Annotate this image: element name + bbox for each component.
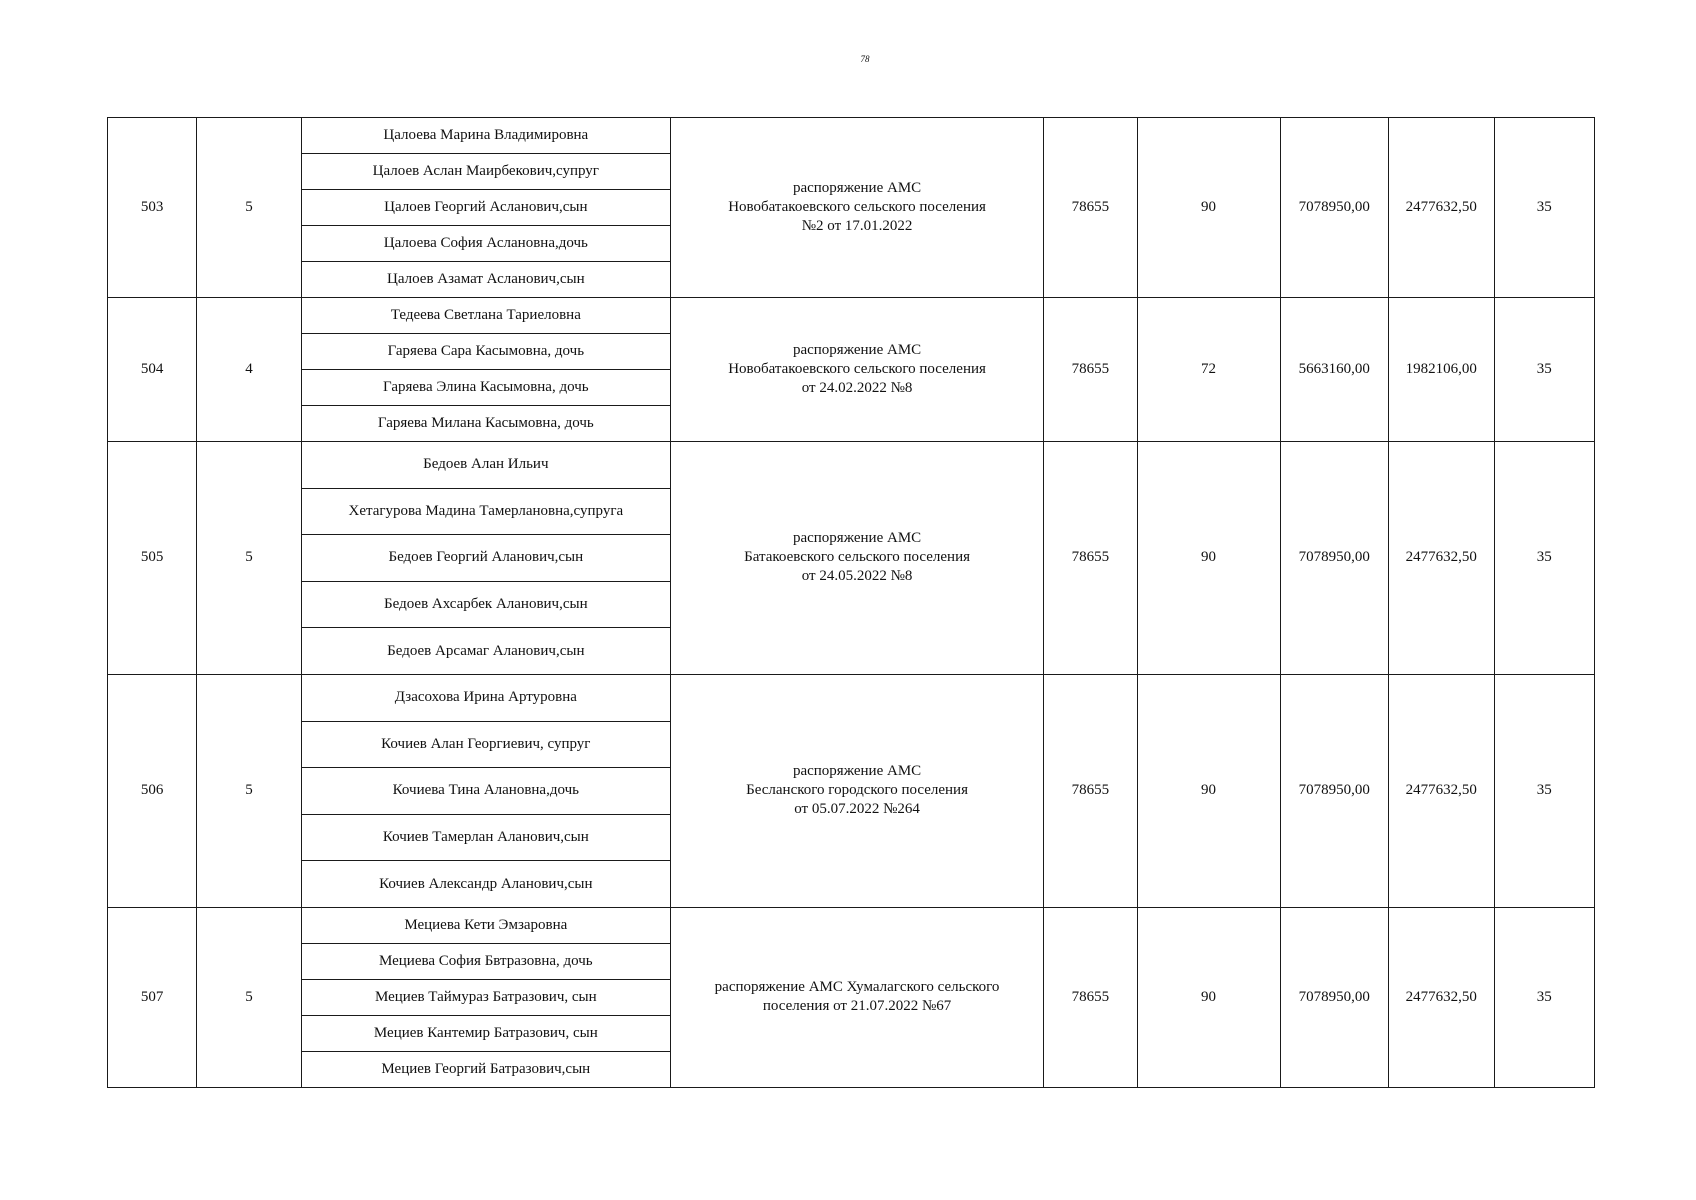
payment-amount: 2477632,50	[1389, 118, 1494, 298]
percent: 35	[1494, 674, 1594, 907]
percent: 35	[1494, 907, 1594, 1087]
area: 90	[1137, 442, 1280, 675]
basis-document: распоряжение АМС Новобатакоевского сельского поселения №2 от 17.01.2022	[670, 118, 1043, 298]
member-name: Цалоев Георгий Асланович,сын	[301, 190, 670, 226]
table-row	[108, 674, 1595, 721]
member-name: Цалоева София Аслановна,дочь	[301, 226, 670, 262]
record-number: 507	[108, 907, 197, 1087]
member-name: Хетагурова Мадина Тамерлановна,супруга	[301, 488, 670, 535]
area: 90	[1137, 674, 1280, 907]
payment-amount: 2477632,50	[1389, 442, 1494, 675]
member-name: Кочиев Тамерлан Аланович,сын	[301, 814, 670, 861]
family-size: 5	[197, 674, 301, 907]
member-name: Кочиев Алан Георгиевич, супруг	[301, 721, 670, 768]
member-name: Дзасохова Ирина Артуровна	[301, 674, 670, 721]
family-size: 5	[197, 907, 301, 1087]
total-amount: 7078950,00	[1280, 442, 1389, 675]
member-name: Мециев Таймураз Батразович, сын	[301, 979, 670, 1015]
housing-register-table	[107, 117, 1595, 1088]
member-name: Бедоев Алан Ильич	[301, 442, 670, 489]
member-name: Бедоев Ахсарбек Аланович,сын	[301, 581, 670, 628]
payment-amount: 2477632,50	[1389, 907, 1494, 1087]
member-name: Кочиева Тина Алановна,дочь	[301, 768, 670, 815]
table-row	[108, 907, 1595, 943]
member-name: Мециев Кантемир Батразович, сын	[301, 1015, 670, 1051]
norm-cost: 78655	[1044, 298, 1137, 442]
area: 90	[1137, 907, 1280, 1087]
member-name: Тедеева Светлана Тариеловна	[301, 298, 670, 334]
norm-cost: 78655	[1044, 907, 1137, 1087]
record-number: 506	[108, 674, 197, 907]
member-name: Бедоев Георгий Аланович,сын	[301, 535, 670, 582]
percent: 35	[1494, 118, 1594, 298]
area: 72	[1137, 298, 1280, 442]
table-row	[108, 298, 1595, 334]
basis-document: распоряжение АМС Батакоевского сельского поселения от 24.05.2022 №8	[670, 442, 1043, 675]
area: 90	[1137, 118, 1280, 298]
basis-document: распоряжение АМС Новобатакоевского сельского поселения от 24.02.2022 №8	[670, 298, 1043, 442]
table-row	[108, 118, 1595, 154]
record-number: 505	[108, 442, 197, 675]
table-row	[108, 442, 1595, 489]
total-amount: 5663160,00	[1280, 298, 1389, 442]
member-name: Цалоев Азамат Асланович,сын	[301, 262, 670, 298]
member-name: Мециева София Бвтразовна, дочь	[301, 943, 670, 979]
member-name: Бедоев Арсамаг Аланович,сын	[301, 628, 670, 675]
basis-document: распоряжение АМС Хумалагского сельского поселения от 21.07.2022 №67	[670, 907, 1043, 1087]
payment-amount: 2477632,50	[1389, 674, 1494, 907]
total-amount: 7078950,00	[1280, 118, 1389, 298]
member-name: Гаряева Сара Касымовна, дочь	[301, 334, 670, 370]
record-number: 503	[108, 118, 197, 298]
total-amount: 7078950,00	[1280, 907, 1389, 1087]
family-size: 5	[197, 442, 301, 675]
percent: 35	[1494, 298, 1594, 442]
norm-cost: 78655	[1044, 442, 1137, 675]
member-name: Гаряева Элина Касымовна, дочь	[301, 370, 670, 406]
member-name: Цалоева Марина Владимировна	[301, 118, 670, 154]
family-size: 4	[197, 298, 301, 442]
member-name: Мециев Георгий Батразович,сын	[301, 1051, 670, 1087]
norm-cost: 78655	[1044, 118, 1137, 298]
member-name: Кочиев Александр Аланович,сын	[301, 861, 670, 908]
norm-cost: 78655	[1044, 674, 1137, 907]
payment-amount: 1982106,00	[1389, 298, 1494, 442]
family-size: 5	[197, 118, 301, 298]
member-name: Мециева Кети Эмзаровна	[301, 907, 670, 943]
percent: 35	[1494, 442, 1594, 675]
total-amount: 7078950,00	[1280, 674, 1389, 907]
member-name: Гаряева Милана Касымовна, дочь	[301, 406, 670, 442]
record-number: 504	[108, 298, 197, 442]
page-number: 78	[860, 54, 870, 64]
member-name: Цалоев Аслан Маирбекович,супруг	[301, 154, 670, 190]
basis-document: распоряжение АМС Бесланского городского поселения от 05.07.2022 №264	[670, 674, 1043, 907]
